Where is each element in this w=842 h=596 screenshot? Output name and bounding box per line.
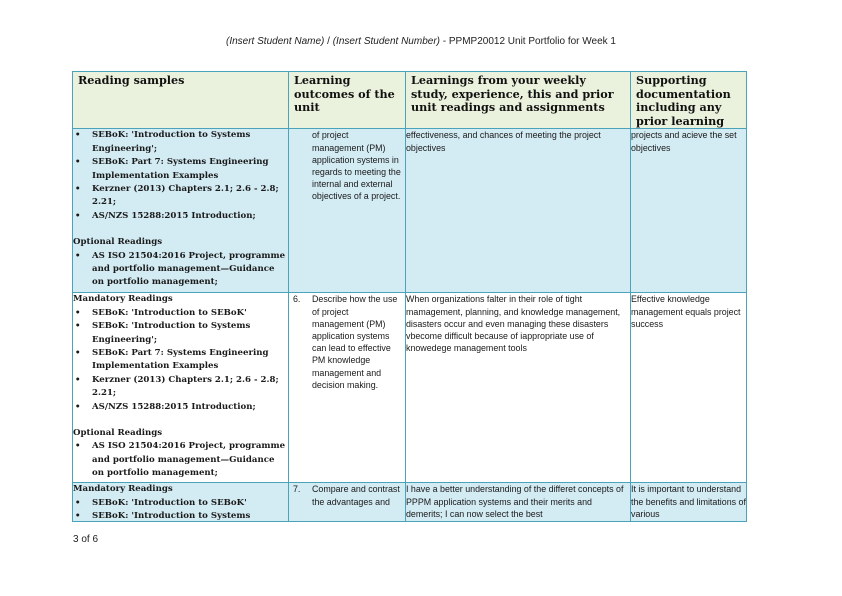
outcome-number	[293, 129, 312, 202]
reading-samples-cell	[73, 129, 289, 293]
learnings-cell: When organizations falter in their role of tight mamagement, planning, and knowledge management, disasters occur and even managing these disasters vbecome difficult because of iappropriate use of knowedege management tools	[406, 293, 631, 483]
page-number: 3 of 6	[73, 534, 99, 545]
optional-readings-list	[73, 250, 288, 290]
supporting-docs-text: It is important to understand the benefits and limitations of various	[631, 484, 746, 519]
supporting-docs-cell	[631, 483, 747, 522]
page-header	[0, 36, 842, 47]
learning-outcome-cell	[289, 483, 406, 522]
optional-readings-label: Optional Readings	[73, 237, 163, 248]
outcome-number: 7.	[293, 484, 301, 495]
header-title: - PPMP20012 Unit Portfolio for Week 1	[439, 36, 616, 47]
learnings-cell	[406, 483, 631, 522]
reading-samples-cell	[73, 293, 289, 483]
reading-item: • SEBoK: 'Introduction to SEBoK'	[73, 497, 288, 510]
student-number-placeholder: (Insert Student Number)	[332, 36, 440, 47]
reading-item: • SEBoK: Part 7: Systems Engineering Implementation Examples	[73, 347, 288, 374]
supporting-docs-cell: Effective knowledge management equals project success	[631, 293, 747, 483]
reading-item: • AS/NZS 15288:2015 Introduction;	[73, 210, 288, 223]
reading-item: • AS ISO 21504:2016 Project, programme and portfolio management—Guidance on portfolio management;	[73, 440, 288, 480]
header-separator: /	[324, 36, 333, 47]
reading-item: • AS/NZS 15288:2015 Introduction;	[73, 401, 288, 414]
optional-readings-label: Optional Readings	[73, 428, 163, 439]
table-row	[73, 129, 747, 293]
column-header-reading-samples: Reading samples	[73, 72, 289, 129]
reading-item: • SEBoK: 'Introduction to Systems Engineering';	[73, 129, 288, 156]
column-header-learning-outcomes: Learning outcomes of the unit	[289, 72, 406, 129]
table-header-row	[73, 72, 747, 129]
reading-samples-cell	[73, 483, 289, 522]
reading-item: • AS ISO 21504:2016 Project, programme and portfolio management—Guidance on portfolio management;	[73, 250, 288, 290]
mandatory-readings-label: Mandatory Readings	[73, 294, 173, 305]
portfolio-table	[72, 71, 747, 522]
supporting-docs-cell: projects and acieve the set objectives	[631, 129, 747, 293]
outcome-number: 6.	[293, 294, 301, 305]
column-header-supporting-docs: Supporting documentation including any prior learning	[631, 72, 747, 129]
outcome-text: Compare and contrast the advantages and	[312, 484, 400, 507]
mandatory-readings-list	[73, 129, 288, 223]
learnings-cell: effectiveness, and chances of meeting the project objectives	[406, 129, 631, 293]
mandatory-readings-label: Mandatory Readings	[73, 484, 173, 495]
learning-outcome-cell	[289, 129, 406, 293]
reading-item: • Kerzner (2013) Chapters 2.1; 2.6 - 2.8; 2.21;	[73, 183, 288, 210]
mandatory-readings-list	[73, 497, 288, 522]
outcome-text: of project management (PM) application systems in regards to meeting the internal and external objectives of a project.	[312, 130, 401, 202]
outcome-text: Describe how the use of project management (PM) application systems can lead to effective PM knowledge management and decision making.	[312, 294, 398, 390]
table-row	[73, 483, 747, 522]
column-header-learnings: Learnings from your weekly study, experience, this and prior unit readings and assignments	[406, 72, 631, 129]
table-row	[73, 293, 747, 483]
reading-item: • SEBoK: 'Introduction to Systems	[73, 510, 288, 521]
reading-item: • SEBoK: 'Introduction to Systems Engineering';	[73, 320, 288, 347]
optional-readings-list	[73, 440, 288, 480]
learning-outcome-cell	[289, 293, 406, 483]
reading-item: • Kerzner (2013) Chapters 2.1; 2.6 - 2.8; 2.21;	[73, 374, 288, 401]
learnings-text: I have a better understanding of the differet concepts of PPPM application systems and their merits and demerits; I can now select the best	[406, 484, 624, 519]
reading-item: • SEBoK: 'Introduction to SEBoK'	[73, 307, 288, 320]
student-name-placeholder: (Insert Student Name)	[226, 36, 325, 47]
reading-item: • SEBoK: Part 7: Systems Engineering Implementation Examples	[73, 156, 288, 183]
mandatory-readings-list	[73, 307, 288, 414]
